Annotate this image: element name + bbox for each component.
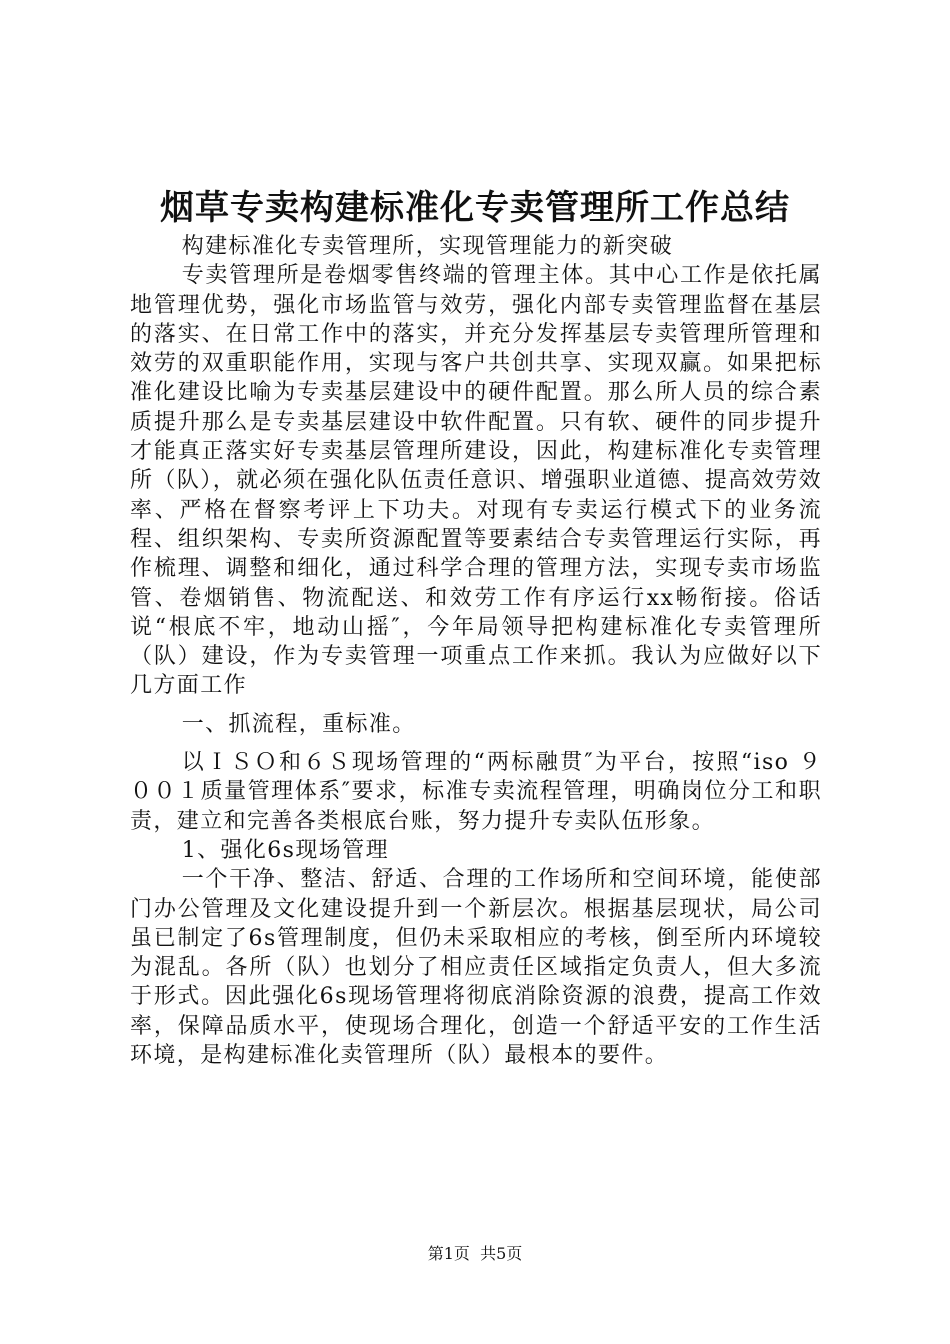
page-number: 第1页 共5页	[427, 1244, 523, 1263]
paragraph-6s: 一个干净、整洁、舒适、合理的工作场所和空间环境，能使部门办公管理及文化建设提升到一个新层次。根据基层现状，局公司虽已制定了6s管理制度，但仍未采取相应的考核，倒至所内环境较为混乱。各所（队）也划分了相应责任区域指定负责人，但大多流于形式。因此强化6s现场管理将彻底消除资源的浪费，提高工作效率，保障品质水平，使现场合理化，创造一个舒适平安的工作生活环境，是构建标准化卖管理所（队）最根本的要件。	[130, 867, 822, 1069]
document-body	[130, 232, 822, 1070]
document-title: 烟草专卖构建标准化专卖管理所工作总结	[160, 188, 790, 228]
paragraph-iso: 以ＩＳＯ和６Ｓ现场管理的“两标融贯″为平台，按照“iso ９００１质量管理体系″要求，标准专卖流程管理，明确岗位分工和职责，建立和完善各类根底台账，努力提升专卖队伍形象。	[130, 750, 822, 834]
paragraph-intro: 专卖管理所是卷烟零售终端的管理主体。其中心工作是依托属地管理优势，强化市场监管与效劳，强化内部专卖管理监督在基层的落实、在日常工作中的落实，并充分发挥基层专卖管理所管理和效劳的双重职能作用，实现与客户共创共享、实现双赢。如果把标准化建设比喻为专卖基层建设中的硬件配置。那么所人员的综合素质提升那么是专卖基层建设中软件配置。只有软、硬件的同步提升才能真正落实好专卖基层管理所建设，因此，构建标准化专卖管理所（队），就必须在强化队伍责任意识、增强职业道德、提高效劳效率、严格在督察考评上下功夫。对现有专卖运行模式下的业务流程、组织架构、专卖所资源配置等要素结合专卖管理运行实际，再作梳理、调整和细化，通过科学合理的管理方法，实现专卖市场监管、卷烟销售、物流配送、和效劳工作有序运行xx畅衔接。俗话说“根底不牢，地动山摇″，今年局领导把构建标准化专卖管理所（队）建设，作为专卖管理一项重点工作来抓。我认为应做好以下几方面工作	[130, 263, 822, 699]
section-heading-1: 一、抓流程，重标准。	[181, 711, 416, 737]
subsection-heading-1: 1、强化6s现场管理	[181, 837, 389, 863]
page-footer	[0, 1244, 950, 1264]
paragraph-subtitle: 构建标准化专卖管理所，实现管理能力的新突破	[181, 234, 674, 259]
